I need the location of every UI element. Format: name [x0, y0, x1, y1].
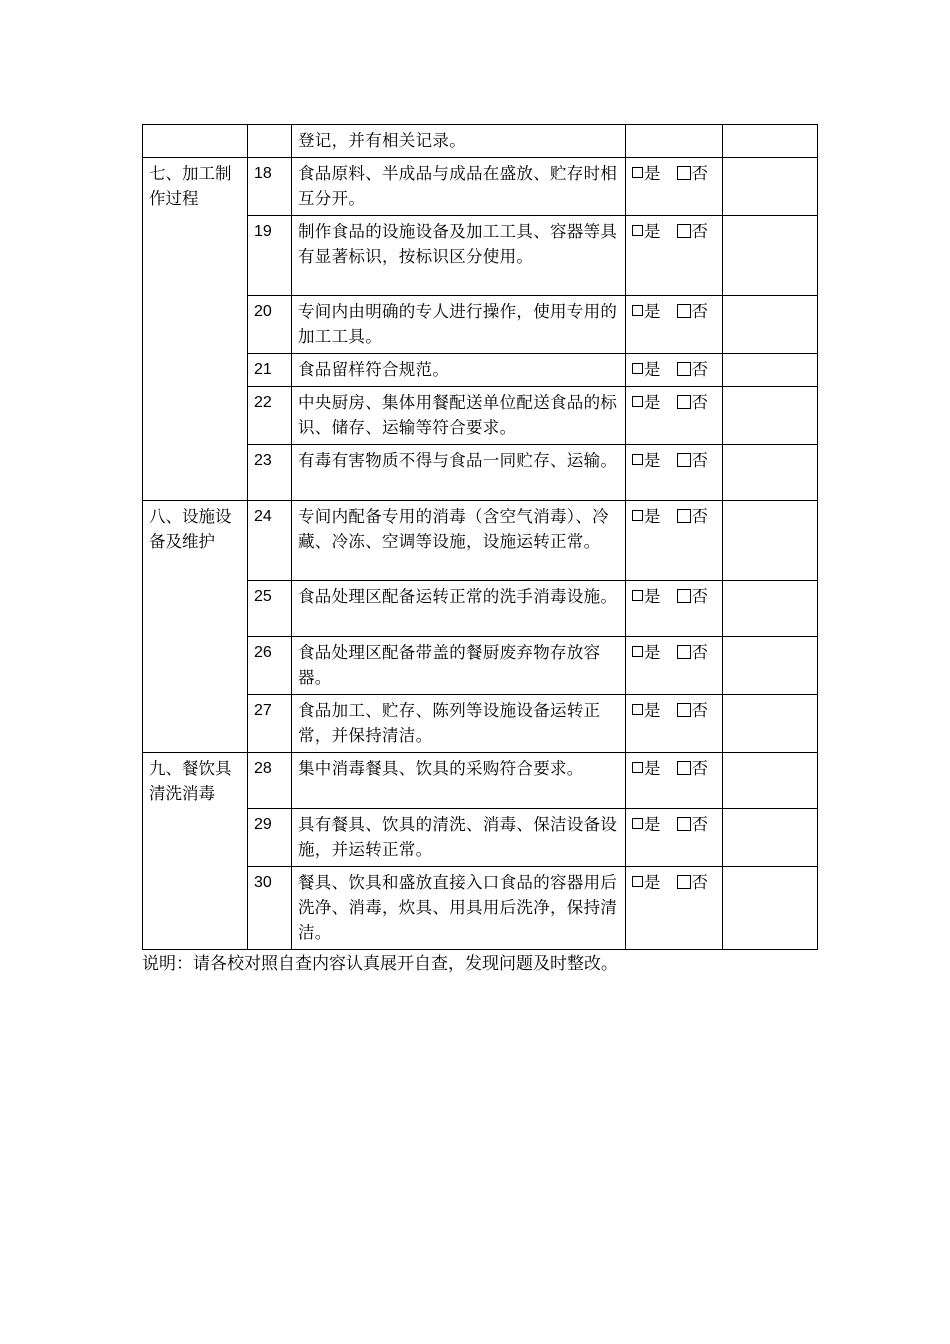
remark-cell	[723, 753, 818, 809]
no-label: 否	[691, 393, 708, 412]
yes-no-options	[626, 387, 723, 445]
yes-checkbox[interactable]	[632, 704, 643, 715]
remark-cell	[723, 387, 818, 445]
remark-cell	[723, 216, 818, 296]
yes-label: 是	[644, 873, 661, 892]
check-item-content: 餐具、饮具和盛放直接入口食品的容器用后洗净、消毒，炊具、用具用后洗净，保持清洁。	[292, 867, 626, 950]
yes-no-options	[626, 867, 723, 950]
yes-no-options	[626, 581, 723, 637]
check-item-content: 制作食品的设施设备及加工工具、容器等具有显著标识，按标识区分使用。	[292, 216, 626, 296]
self-check-table	[142, 124, 818, 950]
yes-label: 是	[644, 222, 661, 241]
check-item-content: 专间内由明确的专人进行操作，使用专用的加工工具。	[292, 296, 626, 354]
remark-cell	[723, 445, 818, 501]
item-number: 22	[248, 387, 292, 445]
item-number: 21	[248, 354, 292, 387]
remark-cell	[723, 501, 818, 581]
category-cell: 七、加工制作过程	[143, 158, 248, 501]
check-item-content: 登记，并有相关记录。	[292, 125, 626, 158]
no-checkbox[interactable]	[677, 875, 691, 889]
item-number: 27	[248, 695, 292, 753]
item-number: 24	[248, 501, 292, 581]
item-number: 29	[248, 809, 292, 867]
item-number: 26	[248, 637, 292, 695]
yes-checkbox[interactable]	[632, 510, 643, 521]
item-number: 28	[248, 753, 292, 809]
no-checkbox[interactable]	[677, 761, 691, 775]
yes-label: 是	[644, 815, 661, 834]
yes-label: 是	[644, 393, 661, 412]
no-label: 否	[691, 360, 708, 379]
yes-no-options	[626, 125, 723, 158]
yes-checkbox[interactable]	[632, 646, 643, 657]
remark-cell	[723, 637, 818, 695]
yes-checkbox[interactable]	[632, 454, 643, 465]
no-checkbox[interactable]	[677, 509, 691, 523]
yes-label: 是	[644, 701, 661, 720]
yes-label: 是	[644, 759, 661, 778]
table-row	[143, 753, 818, 809]
table-row	[143, 501, 818, 581]
remark-cell	[723, 867, 818, 950]
yes-no-options	[626, 445, 723, 501]
yes-checkbox[interactable]	[632, 305, 643, 316]
item-number: 25	[248, 581, 292, 637]
remark-cell	[723, 809, 818, 867]
item-number: 19	[248, 216, 292, 296]
yes-no-options	[626, 637, 723, 695]
no-checkbox[interactable]	[677, 817, 691, 831]
item-number: 30	[248, 867, 292, 950]
yes-checkbox[interactable]	[632, 396, 643, 407]
no-label: 否	[691, 302, 708, 321]
no-label: 否	[691, 507, 708, 526]
no-label: 否	[691, 815, 708, 834]
check-item-content: 食品处理区配备带盖的餐厨废弃物存放容器。	[292, 637, 626, 695]
yes-no-options	[626, 354, 723, 387]
yes-label: 是	[644, 164, 661, 183]
remark-cell	[723, 125, 818, 158]
yes-no-options	[626, 501, 723, 581]
table-row	[143, 158, 818, 216]
no-checkbox[interactable]	[677, 589, 691, 603]
remark-cell	[723, 296, 818, 354]
remark-cell	[723, 158, 818, 216]
no-checkbox[interactable]	[677, 645, 691, 659]
no-checkbox[interactable]	[677, 166, 691, 180]
check-item-content: 具有餐具、饮具的清洗、消毒、保洁设备设施，并运转正常。	[292, 809, 626, 867]
table-row	[143, 125, 818, 158]
check-item-content: 食品处理区配备运转正常的洗手消毒设施。	[292, 581, 626, 637]
yes-checkbox[interactable]	[632, 363, 643, 374]
remark-cell	[723, 581, 818, 637]
no-checkbox[interactable]	[677, 453, 691, 467]
yes-no-options	[626, 216, 723, 296]
yes-label: 是	[644, 451, 661, 470]
no-checkbox[interactable]	[677, 362, 691, 376]
yes-label: 是	[644, 507, 661, 526]
yes-checkbox[interactable]	[632, 167, 643, 178]
yes-label: 是	[644, 587, 661, 606]
category-cell	[143, 125, 248, 158]
check-item-content: 食品原料、半成品与成品在盛放、贮存时相互分开。	[292, 158, 626, 216]
yes-checkbox[interactable]	[632, 876, 643, 887]
check-item-content: 中央厨房、集体用餐配送单位配送食品的标识、储存、运输等符合要求。	[292, 387, 626, 445]
no-label: 否	[691, 222, 708, 241]
check-item-content: 食品加工、贮存、陈列等设施设备运转正常，并保持清洁。	[292, 695, 626, 753]
no-label: 否	[691, 873, 708, 892]
category-cell: 九、餐饮具 清洗消毒	[143, 753, 248, 950]
yes-checkbox[interactable]	[632, 762, 643, 773]
check-item-content: 专间内配备专用的消毒（含空气消毒）、冷藏、冷冻、空调等设施，设施运转正常。	[292, 501, 626, 581]
yes-no-options	[626, 695, 723, 753]
check-item-content: 集中消毒餐具、饮具的采购符合要求。	[292, 753, 626, 809]
yes-checkbox[interactable]	[632, 590, 643, 601]
no-checkbox[interactable]	[677, 224, 691, 238]
yes-label: 是	[644, 643, 661, 662]
item-number: 23	[248, 445, 292, 501]
yes-checkbox[interactable]	[632, 818, 643, 829]
remark-cell	[723, 354, 818, 387]
item-number: 20	[248, 296, 292, 354]
check-item-content: 有毒有害物质不得与食品一同贮存、运输。	[292, 445, 626, 501]
instruction-note: 说明：请各校对照自查内容认真展开自查，发现问题及时整改。	[142, 954, 618, 974]
no-label: 否	[691, 164, 708, 183]
no-checkbox[interactable]	[677, 395, 691, 409]
yes-label: 是	[644, 360, 661, 379]
yes-label: 是	[644, 302, 661, 321]
item-number	[248, 125, 292, 158]
remark-cell	[723, 695, 818, 753]
no-label: 否	[691, 451, 708, 470]
category-cell: 八、设施设备及维护	[143, 501, 248, 753]
table-body	[143, 125, 818, 950]
yes-no-options	[626, 753, 723, 809]
item-number: 18	[248, 158, 292, 216]
yes-no-options	[626, 158, 723, 216]
no-checkbox[interactable]	[677, 703, 691, 717]
yes-no-options	[626, 296, 723, 354]
no-label: 否	[691, 701, 708, 720]
no-label: 否	[691, 587, 708, 606]
check-item-content: 食品留样符合规范。	[292, 354, 626, 387]
yes-checkbox[interactable]	[632, 225, 643, 236]
no-label: 否	[691, 759, 708, 778]
yes-no-options	[626, 809, 723, 867]
no-checkbox[interactable]	[677, 304, 691, 318]
no-label: 否	[691, 643, 708, 662]
